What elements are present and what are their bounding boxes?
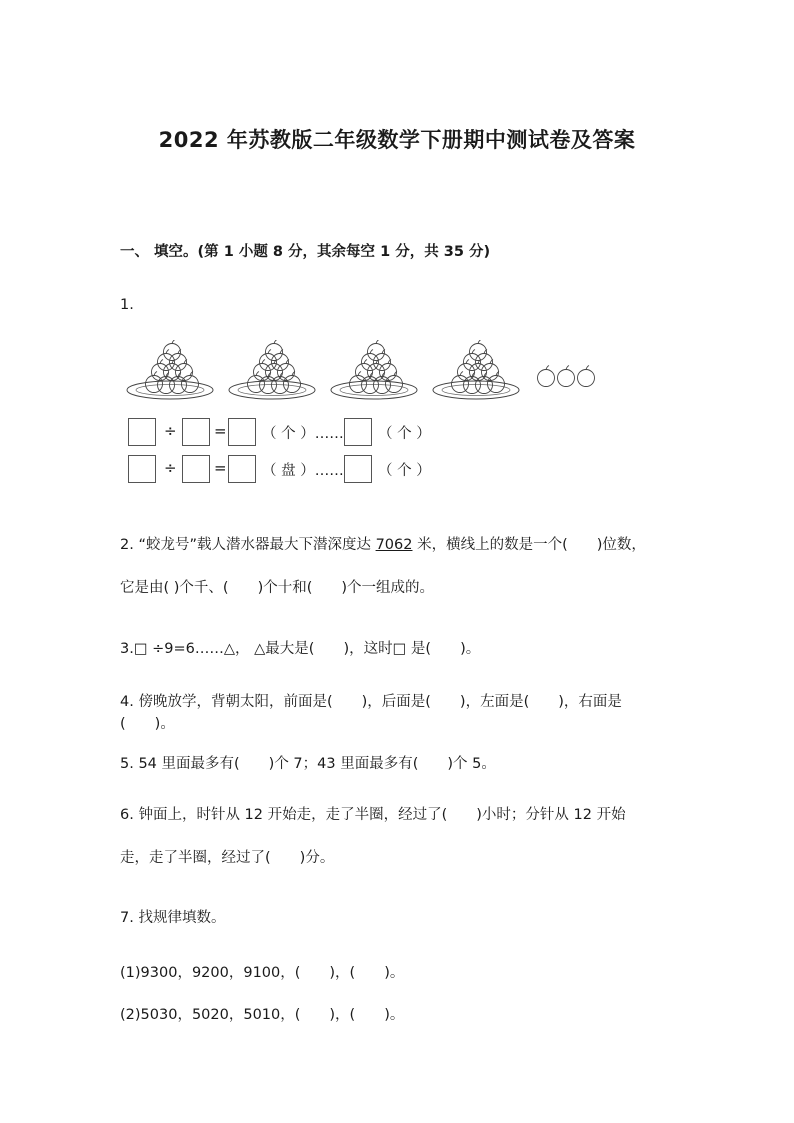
- divide-sign: ÷: [164, 459, 177, 477]
- answer-box-dividend-1[interactable]: [128, 418, 156, 446]
- unit-label: （ 个 ）: [378, 426, 431, 442]
- equals-sign: =: [214, 422, 227, 440]
- q5-text: 5. 54 里面最多有( )个 7；43 里面最多有( )个 5。: [120, 756, 496, 772]
- section-heading: 一、 填空。(第 1 小题 8 分，其余每空 1 分，共 35 分): [120, 244, 491, 260]
- q4-line2: ( )。: [120, 716, 175, 732]
- answer-box-dividend-2[interactable]: [128, 455, 156, 483]
- q2-underlined-number: 7062: [375, 537, 413, 553]
- answer-box-divisor-1[interactable]: [182, 418, 210, 446]
- answer-box-quotient-2[interactable]: [228, 455, 256, 483]
- unit-label: （ 个 ）……: [262, 426, 344, 442]
- q2-line2: 它是由( )个千、( )个十和( )个一组成的。: [120, 580, 435, 596]
- q2-text-a: 2. “蛟龙号”载人潜水器最大下潜深度达: [120, 537, 376, 553]
- q7-line2: (2)5030，5020，5010，( )，( )。: [120, 1007, 405, 1023]
- q4-line1: 4. 傍晚放学，背朝太阳，前面是( )，后面是( )，左面是( )，右面是: [120, 694, 622, 710]
- q2-text-b: 米，横线上的数是一个( )位数，: [412, 537, 646, 553]
- page-title: 2022 年苏教版二年级数学下册期中测试卷及答案: [158, 128, 636, 152]
- apple-plates-illustration: [120, 340, 610, 408]
- answer-box-remainder-2[interactable]: [344, 455, 372, 483]
- answer-box-quotient-1[interactable]: [228, 418, 256, 446]
- divide-sign: ÷: [164, 422, 177, 440]
- unit-label: （ 盘 ）……: [262, 463, 344, 479]
- q6-line2: 走，走了半圈，经过了( )分。: [120, 850, 335, 866]
- answer-box-remainder-1[interactable]: [344, 418, 372, 446]
- unit-label: （ 个 ）: [378, 463, 431, 479]
- answer-box-divisor-2[interactable]: [182, 455, 210, 483]
- q7-line1: (1)9300，9200，9100，( )，( )。: [120, 965, 405, 981]
- q6-line1: 6. 钟面上，时针从 12 开始走，走了半圈，经过了( )小时；分针从 12 开始: [120, 807, 626, 823]
- q1-number: 1.: [120, 297, 134, 313]
- q3-text: 3.□ ÷9=6……△， △最大是( )，这时□ 是( )。: [120, 641, 481, 657]
- q2-line1: [120, 533, 646, 554]
- q7-title: 7. 找规律填数。: [120, 910, 226, 926]
- equals-sign: =: [214, 459, 227, 477]
